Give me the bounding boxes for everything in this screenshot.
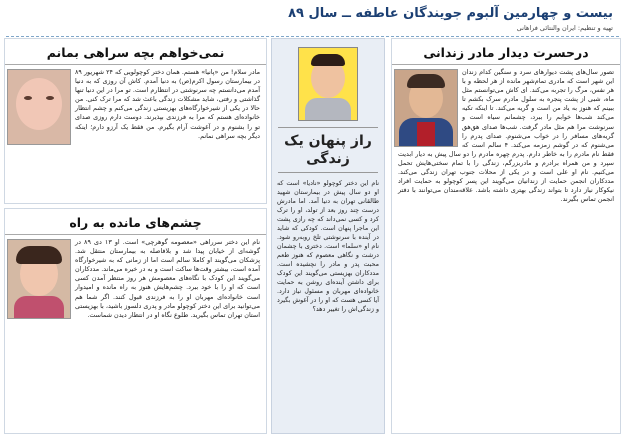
child-portrait-icon	[394, 69, 458, 147]
header-divider	[6, 36, 619, 37]
middle-story-title: راز پنهان یک زندگی	[278, 127, 378, 173]
girl-portrait-icon	[7, 239, 71, 319]
page-header	[6, 4, 619, 34]
left-top-story-title: نمی‌خواهم بچه سراهی بمانم	[5, 39, 266, 65]
child-portrait-icon	[298, 47, 358, 121]
right-story-title: درحسرت دیدار مادر زندانی	[392, 39, 620, 65]
baby-portrait-icon	[7, 69, 71, 145]
middle-story	[271, 38, 385, 434]
left-column	[4, 38, 267, 434]
left-top-story	[4, 38, 267, 204]
middle-story-body: نام این دختر کوچولو «نادیا» است که او دو سال پیش در بیمارستان شهید طالقانی تهران به دنیا آمد. اما مادرش درست چند روز بعد از تولد، او را ترک کرد و کسی نمی‌داند که چه رازی پشت این ماجرا پنهان است. کودکی که شاید در آینده با سرنوشتی تلخ روبه‌رو شود. نام او «سلما» است. دختری با چشمان درشت و نگاهی معصوم که هنوز طعم محبت پدر و مادر را نچشیده است. مددکاران بهزیستی می‌گویند این کودک برای داشتن آینده‌ای روشن به حمایت خانواده‌ای مهربان و مسئول نیاز دارد. آیا کسی هست که او را در آغوش بگیرد و زندگی‌اش را تغییر دهد؟	[277, 180, 379, 313]
byline: تهیه و تنظیم: ایران والنتائی فراهانی	[516, 24, 613, 32]
left-bottom-story-title: چشم‌های مانده به راه	[5, 209, 266, 235]
right-story	[391, 38, 621, 434]
left-top-story-body: مادر سلام! من «پانیا» هستم. همان دختر کوچولویی که ۲۴ شهریور ۸۹ در بیمارستان رسول اکرم(ص) به دنیا آمدم. کاش آن روزی که به دنیا آمدم می‌دانستم چه سرنوشتی در انتظارم است. تو مرا در این دنیا تنها گذاشتی و رفتی، شاید مشکلات زندگی باعث شد که مرا ترک کنی. من حالا در یکی از شیرخوارگاه‌های بهزیستی زندگی می‌کنم و چشم انتظار خانواده‌ای هستم که مرا به فرزندی بپذیرند. دوست دارم روزی صدای تو را بشنوم و در آغوشت آرام بگیرم. من فقط یک آرزو دارم؛ اینکه دیگر بچه سراهی نمانم.	[75, 68, 260, 140]
right-story-body: تصور سال‌های پشت دیوارهای سرد و سنگین کدام زندان این شهر است که مادری تمام‌شهر مانده از هر لحظه و با هر نفس، مرگ را تجربه می‌کند. ای کاش می‌توانستم مثل ماه، شبی از پشت پنجره به سلول مادرم سرک بکشم تا ببینم که هنوز به یاد من است و گریه می‌کند. تا اینکه تکیه می‌کند شب‌ها خوابم را ببرد، چشمانم سیاه است و سرنوشت مرا هم مثل مادر گرفت. شب‌ها صدای هق‌هق گریه‌های مسافر را در خواب می‌شنوم. صدای پدرم را می‌شنوم که در گوشم زمزمه می‌کند. ۴ سالم است که فقط نام مادرم را به خاطر دارم. پدرم چهره مادرم را دو سال پیش به دیار ابدیت سپرد و من همراه برادرم و مادربزرگم، زندگی را با تمام سختی‌هایش تحمل می‌کنیم. نام او علی است و در یکی از محلات جنوب تهران زندگی می‌کند. مددکاران انجمن حمایت از زندانیان می‌گویند این پسر کوچولو به حمایت افراد نیکوکار نیاز دارد تا بتواند زندگی بهتری داشته باشد. علاقه‌مندان می‌توانند با دفتر انجمن تماس بگیرند.	[398, 68, 614, 204]
page-title: بیست و چهارمین آلبوم جویندگان عاطفه ــ سال ۸۹	[288, 6, 613, 21]
left-bottom-story-body: نام این دختر سرراهی «معصومه گوهرچی» است. او ۱۳ دی ۸۹ در گوشه‌ای از خیابان پیدا شد و بلافاصله به بیمارستان منتقل شد. پزشکان می‌گویند او کاملا سالم است اما از زمانی که به شیرخوارگاه آمده است، بیشتر وقت‌ها ساکت است و به در خیره می‌ماند. مددکاران می‌گویند این کودک با نگاه‌های معصومش هر روز منتظر آمدن کسی است که او را با خود ببرد. چشم‌هایش هنوز به راه مانده و امیدوار است خانواده‌ای مهربان او را به فرزندی قبول کنند. اگر شما هم می‌توانید برای این دختر کوچولو مادر و پدری دلسوز باشید، با بهزیستی استان تهران تماس بگیرید. طلوع نگاه او در انتظار دیدن شماست.	[75, 238, 260, 319]
left-bottom-story	[4, 208, 267, 434]
